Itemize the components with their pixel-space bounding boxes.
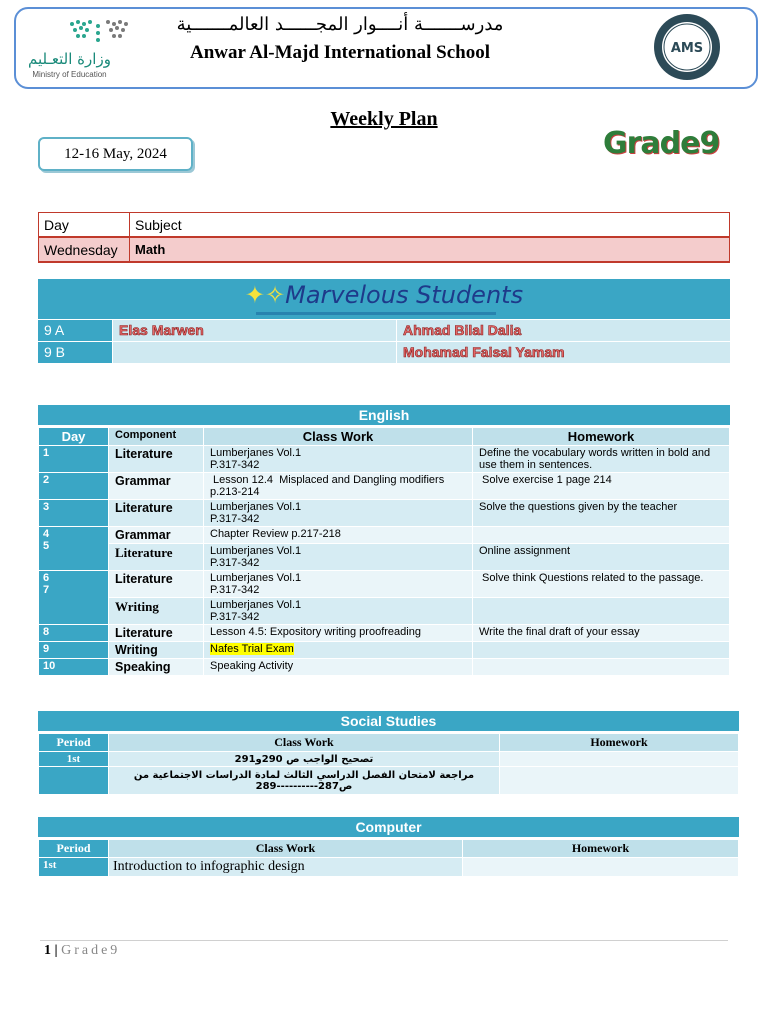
- footer-label: Grade9: [61, 943, 121, 958]
- grade-logo-text: Grade9: [603, 126, 720, 161]
- component-cell: Literature: [109, 571, 204, 598]
- classwork-line: Lumberjanes Vol.1: [210, 447, 302, 459]
- classwork-line: p.213-214: [210, 486, 260, 498]
- page-title: Weekly Plan: [330, 108, 438, 130]
- component-cell: Literature: [109, 544, 204, 571]
- day-cell: 1: [39, 446, 109, 473]
- homework-cell: Solve think Questions related to the passage.: [473, 571, 730, 598]
- table-row: [39, 473, 730, 500]
- component-cell: Literature: [109, 500, 204, 527]
- school-name-ar: مدرســـــــة أنــــوار المجــــــد العالمـــــــية: [176, 14, 504, 35]
- classwork-cell: [204, 544, 473, 571]
- table-row: [39, 527, 730, 544]
- classwork-cell: [204, 642, 473, 659]
- svg-text:AMS: AMS: [670, 41, 704, 56]
- homework-header: Homework: [500, 734, 739, 752]
- classwork-line: Lumberjanes Vol.1: [210, 599, 302, 611]
- classwork-cell: [204, 598, 473, 625]
- classwork-line: P.317-342: [210, 557, 260, 569]
- footer-separator: |: [54, 943, 58, 958]
- day-cell: 3: [39, 500, 109, 527]
- table-row: [39, 571, 730, 598]
- table-row: [39, 625, 730, 642]
- grade-logo: [603, 124, 720, 166]
- table-row: [39, 659, 730, 676]
- table-row: [39, 598, 730, 625]
- component-cell: Literature: [109, 625, 204, 642]
- day-number: 4: [43, 528, 50, 540]
- day-cell: 10: [39, 659, 109, 676]
- english-title: English: [38, 405, 730, 425]
- period-header: Period: [39, 734, 109, 752]
- social-studies-table: [38, 733, 739, 795]
- classwork-line: Lesson 12.4 Misplaced and Dangling modifiers: [210, 474, 445, 486]
- classwork-cell: [204, 659, 473, 676]
- period-cell: 1st: [39, 752, 109, 767]
- classwork-cell: تصحيح الواجب ص 290و291: [109, 752, 500, 767]
- table-row: [39, 642, 730, 659]
- page-number: 1: [44, 943, 51, 958]
- ministry-logo: [22, 14, 132, 84]
- day-cell: 9: [39, 642, 109, 659]
- homework-cell: [463, 858, 739, 877]
- classwork-cell: [204, 571, 473, 598]
- computer-title: Computer: [38, 817, 739, 837]
- classwork-line: Lumberjanes Vol.1: [210, 572, 302, 584]
- day-subject-table: [38, 212, 730, 263]
- component-cell: Writing: [109, 598, 204, 625]
- component-cell: Grammar: [109, 527, 204, 544]
- day-cell: [39, 571, 109, 625]
- component-cell: Literature: [109, 446, 204, 473]
- homework-cell: Solve exercise 1 page 214: [473, 473, 730, 500]
- classwork-line: P.317-342: [210, 513, 260, 525]
- english-section: [38, 405, 730, 676]
- day-number: 6: [43, 572, 50, 584]
- student-names: Elas Marwen: [112, 320, 396, 341]
- table-row: [39, 544, 730, 571]
- classwork-cell: مراجعة لامتحان الفصل الدراسي الثالث لمادة الدراسات الاجتماعية من ص287----------289: [109, 767, 500, 795]
- table-row: [39, 500, 730, 527]
- marvelous-underline: [256, 312, 496, 315]
- homework-cell: [473, 659, 730, 676]
- ministry-dots-icon: [62, 16, 142, 48]
- table-row: [39, 752, 739, 767]
- social-studies-title: Social Studies: [38, 711, 739, 731]
- marvelous-students-table: [38, 279, 730, 363]
- subject-header: Subject: [130, 213, 730, 238]
- table-row: [39, 858, 739, 877]
- table-row: [39, 767, 739, 795]
- marvelous-title: [38, 279, 730, 311]
- highlighted-classwork: Nafes Trial Exam: [210, 643, 294, 655]
- classwork-line: Lumberjanes Vol.1: [210, 501, 302, 513]
- day-value: Wednesday: [39, 237, 130, 262]
- period-cell: [39, 767, 109, 795]
- day-number: 5: [43, 540, 50, 552]
- marvelous-title-text: Marvelous Students: [285, 281, 524, 309]
- day-cell: 2: [39, 473, 109, 500]
- classwork-cell: [204, 446, 473, 473]
- day-cell: [39, 527, 109, 571]
- class-label: 9 A: [38, 320, 112, 341]
- date-box: [38, 137, 193, 171]
- classwork-line: Speaking Activity: [210, 660, 294, 672]
- school-logo-icon: [652, 12, 722, 82]
- day-header: Day: [39, 213, 130, 238]
- day-number: 7: [43, 584, 50, 596]
- classwork-line: P.317-342: [210, 459, 260, 471]
- classwork-line: Lumberjanes Vol.1: [210, 545, 302, 557]
- homework-cell: Define the vocabulary words written in bold and use them in sentences.: [473, 446, 730, 473]
- student-names: Mohamad Faisal Yamam: [396, 342, 730, 363]
- period-cell: 1st: [39, 858, 109, 877]
- homework-cell: [500, 767, 739, 795]
- homework-cell: [473, 527, 730, 544]
- subject-value: Math: [130, 237, 730, 262]
- component-cell: Grammar: [109, 473, 204, 500]
- sparkle-icon: ✦✧: [244, 281, 286, 309]
- classwork-line: Lesson 4.5: Expository writing proofreading: [210, 626, 421, 638]
- class-label: 9 B: [38, 342, 112, 363]
- computer-table: [38, 839, 739, 877]
- classwork-cell: [204, 625, 473, 642]
- homework-cell: Solve the questions given by the teacher: [473, 500, 730, 527]
- period-header: Period: [39, 840, 109, 858]
- classwork-cell: [204, 500, 473, 527]
- student-names: [112, 342, 396, 363]
- english-header-component: Component: [109, 428, 204, 446]
- marvelous-header: [38, 279, 730, 319]
- english-header-day: Day: [39, 428, 109, 446]
- computer-section: [38, 817, 739, 877]
- component-cell: Speaking: [109, 659, 204, 676]
- date-text: 12-16 May, 2024: [64, 146, 167, 162]
- english-header-classwork: Class Work: [204, 428, 473, 446]
- component-cell: Writing: [109, 642, 204, 659]
- classwork-header: Class Work: [109, 734, 500, 752]
- homework-cell: Write the final draft of your essay: [473, 625, 730, 642]
- homework-cell: [473, 642, 730, 659]
- english-header-homework: Homework: [473, 428, 730, 446]
- classwork-cell: Introduction to infographic design: [109, 858, 463, 877]
- ministry-name-ar: وزارة التعـليم: [28, 50, 111, 68]
- classwork-line: Chapter Review p.217-218: [210, 528, 341, 540]
- homework-cell: Online assignment: [473, 544, 730, 571]
- marvelous-row-9b: [38, 341, 730, 363]
- homework-cell: [473, 598, 730, 625]
- footer-divider: [40, 940, 728, 941]
- english-table: [38, 427, 730, 676]
- day-cell: 8: [39, 625, 109, 642]
- school-name-en: Anwar Al-Majd International School: [190, 42, 490, 63]
- classwork-cell: [204, 473, 473, 500]
- ministry-name-en: Ministry of Education: [32, 70, 107, 79]
- student-names: Ahmad Bilal Dalia: [396, 320, 730, 341]
- classwork-header: Class Work: [109, 840, 463, 858]
- footer: [44, 943, 120, 959]
- classwork-cell: [204, 527, 473, 544]
- marvelous-row-9a: [38, 319, 730, 341]
- homework-header: Homework: [463, 840, 739, 858]
- homework-cell: [500, 752, 739, 767]
- table-row: [39, 446, 730, 473]
- social-studies-section: [38, 711, 739, 795]
- classwork-line: P.317-342: [210, 611, 260, 623]
- classwork-line: P.317-342: [210, 584, 260, 596]
